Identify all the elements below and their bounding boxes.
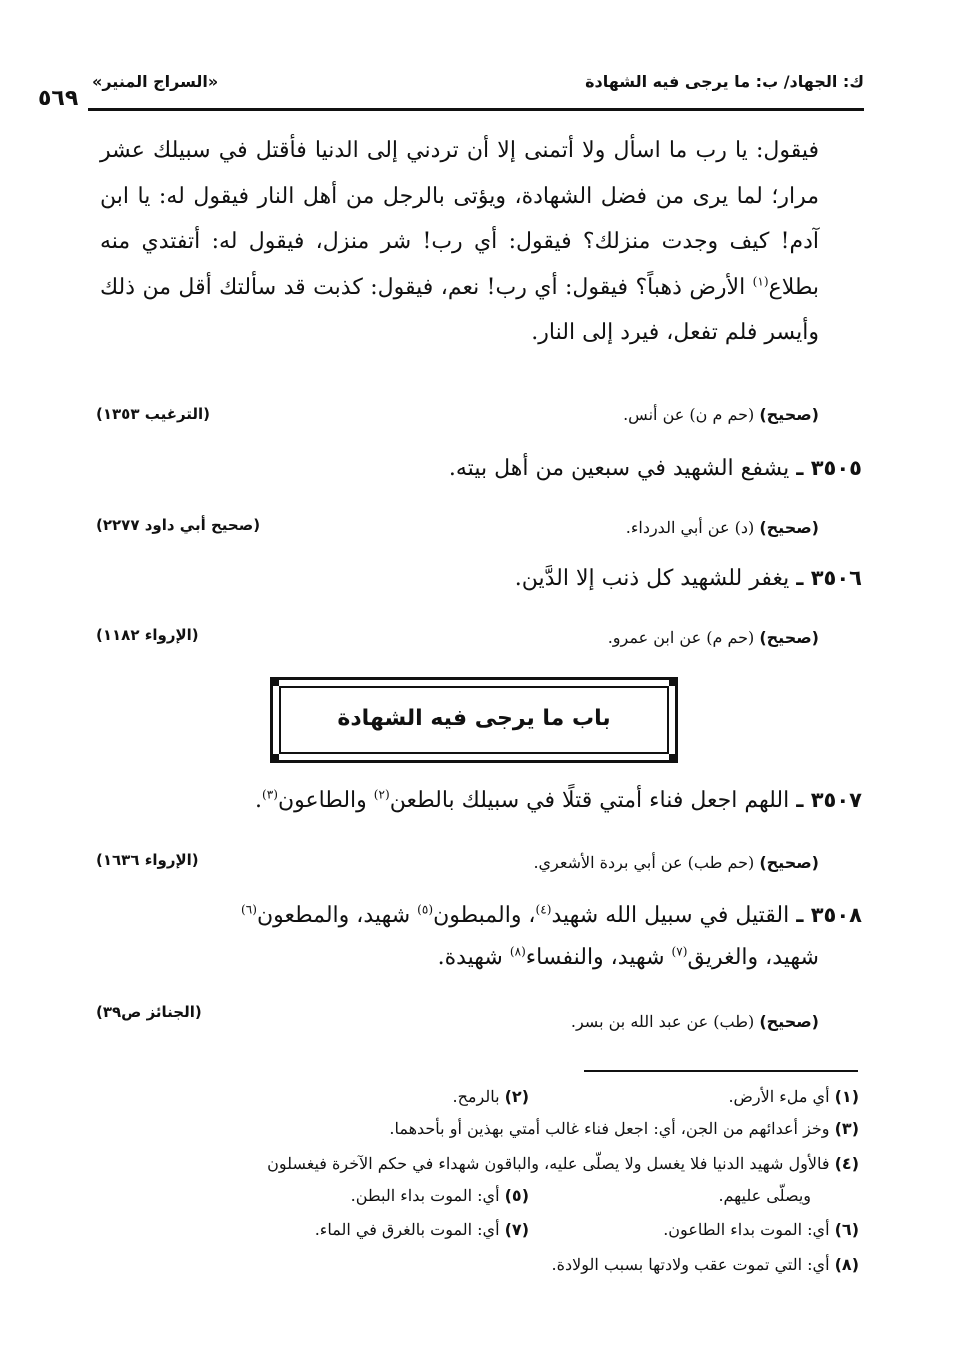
frame-corner: [669, 754, 675, 760]
header-rule: [88, 108, 864, 111]
footnote-1: (١) أي ملء الأرض.: [728, 1087, 859, 1106]
footnote-4: (٤) فالأول شهيد الدنيا فلا يغسل ولا يصلّى عليه، والباقون شهداء في حكم الآخرة فيغسلون: [267, 1154, 859, 1173]
running-header-chapter: ك: الجهاد/ ب: ما يرجى فيه الشهادة: [585, 72, 864, 91]
reference: (الجنائز ص٣٩): [96, 1003, 202, 1021]
footnote-3: (٣) وخز أعدائهم من الجن، أي: اجعل فناء غالب أمتي بهذين أو بأحدهما.: [389, 1119, 859, 1138]
reference: (صحيح أبي داود ٢٢٧٧): [96, 516, 261, 534]
footnote-marker: (٨): [509, 944, 526, 959]
hadith-3506: ٣٥٠٦ ـ يغفر للشهيد كل ذنب إلا الدَّين.: [514, 566, 862, 591]
reference: (الإرواء ١٦٣٦): [96, 851, 199, 869]
footnote-7: (٧) أي: الموت بالغرق في الماء.: [314, 1220, 529, 1239]
footnote-6: (٦) أي: الموت بداء الطاعون.: [663, 1220, 859, 1239]
running-header-book-title: «السراج المنير»: [92, 72, 219, 91]
grade-line: (صحيح) (حم م) عن ابن عمرو.: [607, 628, 819, 647]
footnote-marker: (٢): [373, 787, 390, 802]
footnote-4-continuation: ويصلّى عليهم.: [718, 1186, 811, 1205]
hadith-3507: ٣٥٠٧ ـ اللهم اجعل فناء أمتي قتلًا في سبيلك بالطعن$^{(٢)}$ والطاعون$^{(٣)}$.: [255, 787, 862, 813]
reference: (الترغيب ١٣٥٣): [96, 405, 211, 423]
footnote-2: (٢) بالرمح.: [452, 1087, 529, 1106]
reference: (الإرواء ١١٨٢): [96, 626, 199, 644]
grade-line: (صحيح) (د) عن أبي الدرداء.: [625, 518, 819, 537]
opening-paragraph: فيقول: يا رب ما اسأل ولا أتمنى إلا أن تردني إلى الدنيا فأقتل في سبيلك عشر مرار؛ لما يرى من فضل الشهادة، ويؤتى بالرجل من أهل النار فيقول له: يا ابن آدم! كيف وجدت منزلك؟ فيقول: أي رب! شر منزل، فيقول له: أتفتدي منه بطلاع$^{(١)}$ الأرض ذهباً؟ فيقول: أي رب! نعم، فيقول: كذبت قد سألتك أقل من ذلك وأيسر فلم تفعل، فيرد إلى النار.: [100, 138, 820, 345]
hadith-3508-line-2: شهيد، والغريق$^{(٧)}$ شهيد، والنفساء$^{(٨)}$ شهيدة.: [437, 944, 819, 970]
page-number: ٥٦٩: [38, 86, 79, 111]
chapter-title: باب ما يرجى فيه الشهادة: [337, 706, 611, 731]
grade-line: (صحيح) (حم م ن) عن أنس.: [623, 405, 819, 424]
grade-line: (صحيح) (حم طب) عن أبي بردة الأشعري.: [533, 853, 819, 872]
footnote-marker: (١): [752, 274, 769, 289]
footnote-marker: (٥): [417, 902, 434, 917]
footnote-separator: [584, 1070, 858, 1072]
hadith-3505: ٣٥٠٥ ـ يشفع الشهيد في سبعين من أهل بيته.: [448, 456, 862, 481]
frame-corner: [273, 754, 279, 760]
frame-corner: [669, 680, 675, 686]
frame-corner: [273, 680, 279, 686]
footnote-8: (٨) أي: التي تموت عقب ولادتها بسبب الولادة.: [551, 1255, 859, 1274]
footnote-marker: (٦): [241, 902, 257, 917]
footnote-marker: (٤): [535, 902, 552, 917]
footnote-marker: (٧): [671, 944, 688, 959]
grade-line: (صحيح) (طب) عن عبد الله بن بسر.: [570, 1012, 819, 1031]
chapter-heading-frame: [270, 677, 678, 763]
footnote-marker: (٣): [262, 787, 278, 802]
hadith-3508-line-1: ٣٥٠٨ ـ القتيل في سبيل الله شهيد$^{(٤)}$، والمبطون$^{(٥)}$ شهيد، والمطعون$^{(٦)}$: [241, 902, 862, 928]
footnote-5: (٥) أي: الموت بداء البطن.: [350, 1186, 529, 1205]
